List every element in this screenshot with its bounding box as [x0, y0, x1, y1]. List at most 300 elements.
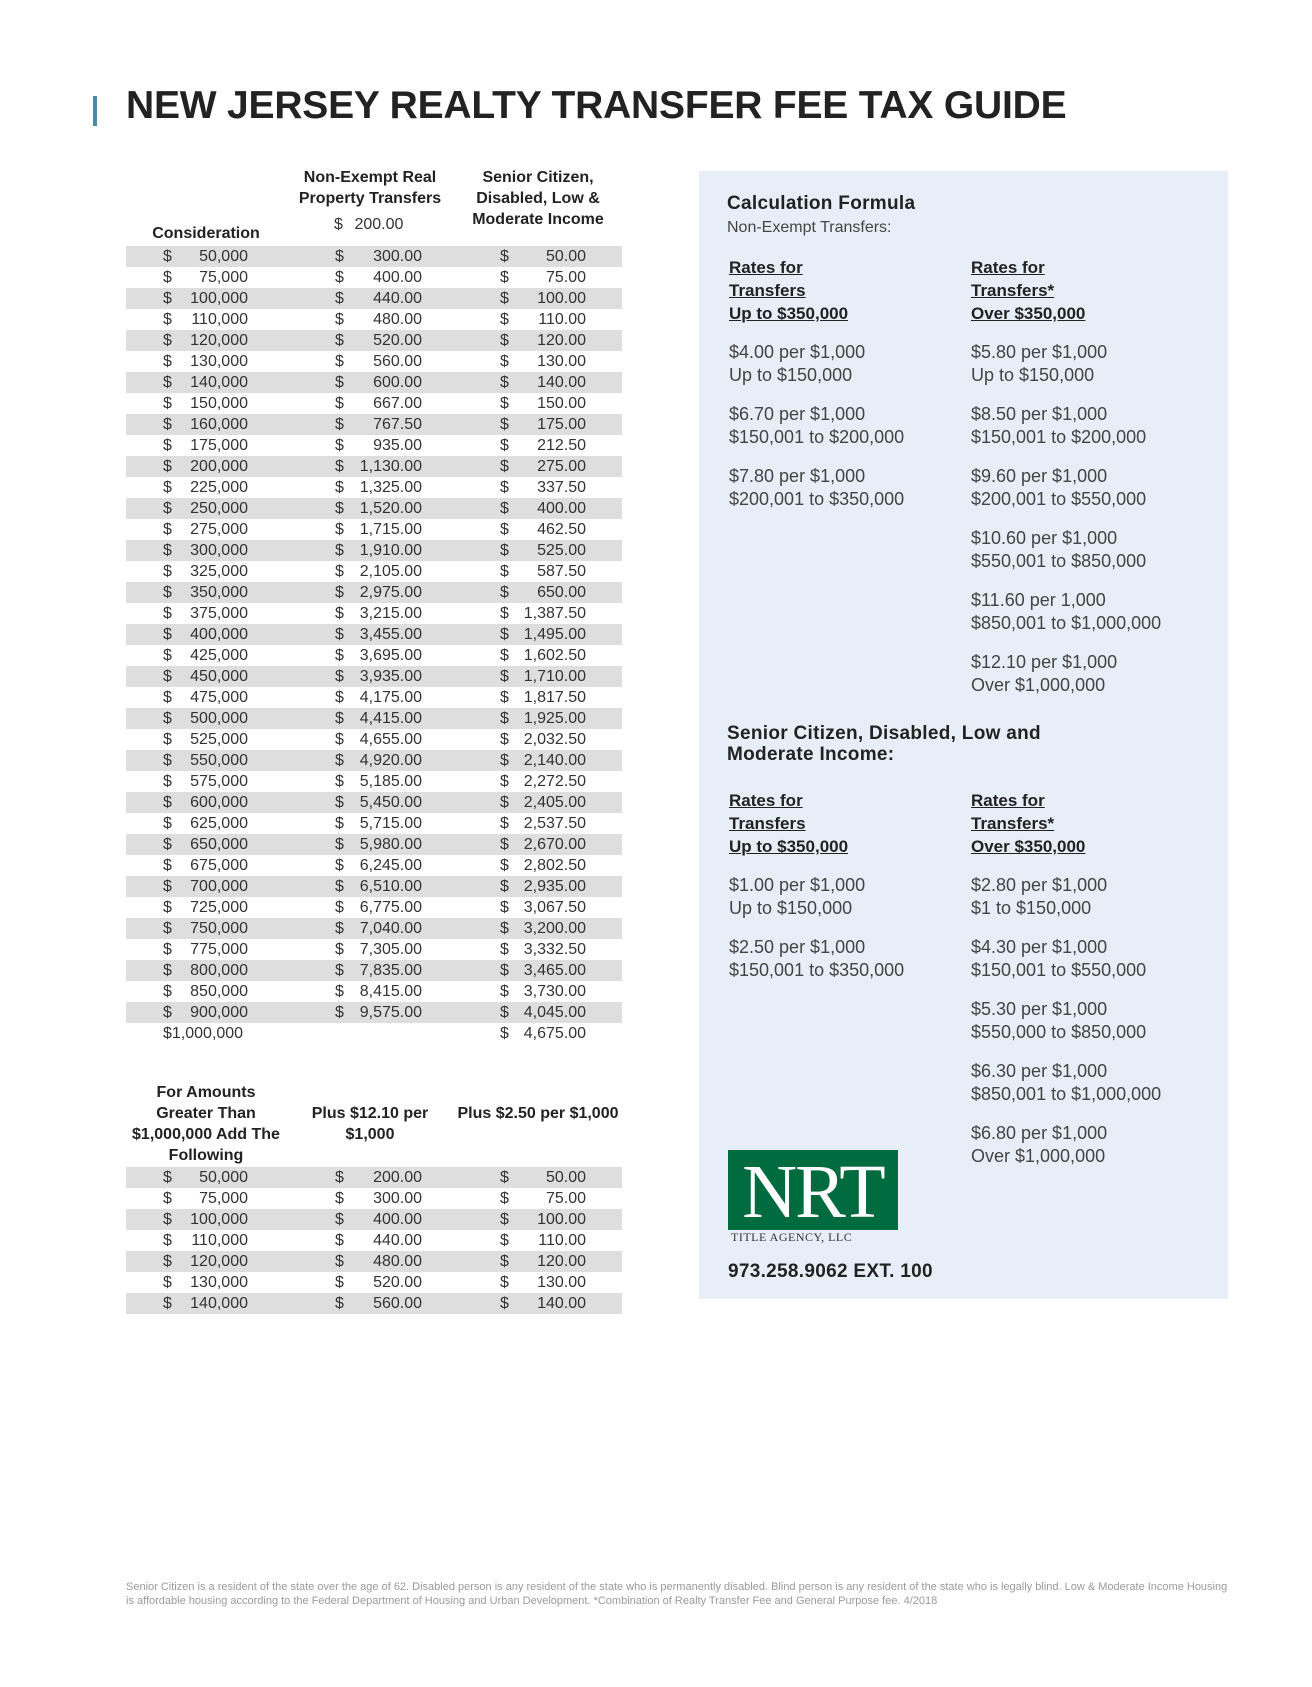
cell-consideration: 160,000 — [190, 416, 248, 433]
cell-consideration: 900,000 — [190, 1004, 248, 1021]
rate-range: $150,001 to $200,000 — [971, 427, 1147, 447]
table-row — [126, 1230, 622, 1251]
cell-consideration: 750,000 — [190, 920, 248, 937]
table-row — [126, 981, 622, 1002]
rate-range: $550,000 to $850,000 — [971, 1022, 1147, 1042]
cell-dollar: $ — [335, 437, 344, 454]
senior-title: Senior Citizen, Disabled, Low and Moderate Income: — [727, 723, 1041, 765]
cell-dollar: $ — [500, 752, 509, 769]
cell-dollar: $ — [335, 962, 344, 979]
cell-nonexempt: 1,520.00 — [359, 500, 422, 517]
cell-dollar: $ — [335, 500, 344, 517]
table-row — [126, 687, 622, 708]
cell-consideration: 50,000 — [199, 248, 248, 265]
cell-senior: 275.00 — [537, 458, 586, 475]
cell-dollar: $ — [163, 647, 172, 664]
rate-value: $6.80 per $1,000 — [971, 1123, 1108, 1143]
cell-senior: 100.00 — [537, 1211, 586, 1228]
cell-senior: 130.00 — [537, 353, 586, 370]
cell-dollar: $ — [163, 290, 172, 307]
cell-senior: 140.00 — [537, 1295, 586, 1312]
cell-consideration: 525,000 — [190, 731, 248, 748]
cell-senior: 110.00 — [538, 311, 586, 328]
table-row — [126, 540, 622, 561]
cell-nonexempt: 4,655.00 — [359, 731, 422, 748]
cell-dollar: $ — [163, 479, 172, 496]
cell-senior: 2,405.00 — [523, 794, 586, 811]
cell-consideration: 120,000 — [190, 1253, 248, 1270]
rate-range: Over $1,000,000 — [971, 675, 1106, 695]
cell-senior: 130.00 — [537, 1274, 586, 1291]
cell-dollar: $ — [500, 857, 509, 874]
table-row — [126, 708, 622, 729]
cell-nonexempt: 560.00 — [373, 353, 422, 370]
rate-entry — [729, 403, 904, 449]
cell-dollar: $ — [500, 437, 509, 454]
cell-senior: 462.50 — [537, 521, 586, 538]
cell-dollar: $ — [163, 668, 172, 685]
cell-dollar: $ — [500, 899, 509, 916]
rate-value: $5.30 per $1,000 — [971, 999, 1108, 1019]
cell-senior: 175.00 — [537, 416, 586, 433]
cell-dollar: $ — [335, 1253, 344, 1270]
rate-value: $8.50 per $1,000 — [971, 404, 1108, 424]
rate-entry — [971, 341, 1107, 387]
rate-range: $200,001 to $350,000 — [729, 489, 905, 509]
cell-dollar: $ — [335, 815, 344, 832]
rate-value: $5.80 per $1,000 — [971, 342, 1108, 362]
cell-dollar: $ — [335, 1232, 344, 1249]
panel-subtitle: Non-Exempt Transfers: — [727, 219, 892, 236]
cell-senior: 2,935.00 — [523, 878, 586, 895]
cell-dollar: $ — [163, 521, 172, 538]
table-row — [126, 288, 622, 309]
cell-nonexempt: 6,775.00 — [359, 899, 422, 916]
phone-number: 973.258.9062 EXT. 100 — [728, 1261, 933, 1282]
cell-dollar: $ — [500, 647, 509, 664]
cell-nonexempt: 3,215.00 — [359, 605, 422, 622]
cell-dollar: $ — [335, 290, 344, 307]
cell-dollar: $ — [500, 836, 509, 853]
cell-dollar: $ — [335, 479, 344, 496]
header-pre-value: $ 200.00 — [334, 216, 404, 233]
rate-range: Up to $150,000 — [971, 365, 1095, 385]
cell-dollar: $ — [500, 668, 509, 685]
cell-dollar: $ — [163, 1004, 172, 1021]
cell-consideration: 650,000 — [190, 836, 248, 853]
cell-senior: 100.00 — [537, 290, 586, 307]
cell-nonexempt: 6,510.00 — [359, 878, 422, 895]
rate-range: $550,001 to $850,000 — [971, 551, 1147, 571]
cell-dollar: $ — [163, 311, 172, 328]
cell-senior: 525.00 — [537, 542, 586, 559]
cell-dollar: $ — [335, 941, 344, 958]
table-row — [126, 834, 622, 855]
cell-dollar: $ — [163, 815, 172, 832]
rate-entry — [971, 874, 1107, 920]
cell-dollar: $ — [335, 584, 344, 601]
cell-senior: 120.00 — [537, 332, 586, 349]
rate-value: $6.30 per $1,000 — [971, 1061, 1108, 1081]
rate-value: $12.10 per $1,000 — [971, 652, 1118, 672]
cell-consideration: 150,000 — [190, 395, 248, 412]
cell-consideration: 175,000 — [190, 437, 248, 454]
cell-dollar: $ — [335, 668, 344, 685]
cell-nonexempt: 6,245.00 — [359, 857, 422, 874]
table-row — [126, 729, 622, 750]
calculation-panel — [699, 171, 1228, 1299]
cell-nonexempt: 5,185.00 — [359, 773, 422, 790]
cell-dollar: $ — [163, 1232, 172, 1249]
cell-consideration: 725,000 — [190, 899, 248, 916]
cell-nonexempt: 5,450.00 — [359, 794, 422, 811]
cell-nonexempt: 7,040.00 — [359, 920, 422, 937]
table-row — [126, 1209, 622, 1230]
cell-nonexempt: 935.00 — [373, 437, 422, 454]
cell-dollar: $ — [163, 857, 172, 874]
table-row — [126, 414, 622, 435]
cell-senior: 4,045.00 — [523, 1004, 586, 1021]
rate-range: Up to $150,000 — [729, 365, 853, 385]
table-row — [126, 498, 622, 519]
cell-dollar: $ — [500, 479, 509, 496]
cell-dollar: $ — [500, 878, 509, 895]
cell-dollar: $ — [163, 269, 172, 286]
cell-dollar: $ — [500, 710, 509, 727]
cell-nonexempt: 300.00 — [373, 248, 422, 265]
cell-dollar: $ — [335, 752, 344, 769]
cell-dollar: $ — [163, 731, 172, 748]
rate-entry — [971, 1060, 1161, 1106]
rate-value: $7.80 per $1,000 — [729, 466, 866, 486]
table-row — [126, 1293, 622, 1314]
cell-dollar: $ — [335, 983, 344, 1000]
cell-consideration: 550,000 — [190, 752, 248, 769]
col-up-header: Rates for Transfers Up to $350,000 — [729, 258, 849, 323]
table-row — [126, 897, 622, 918]
cell-dollar: $ — [163, 500, 172, 517]
cell-consideration: 250,000 — [190, 500, 248, 517]
cell-dollar: $ — [500, 332, 509, 349]
rate-value: $2.50 per $1,000 — [729, 937, 866, 957]
table-row — [126, 666, 622, 687]
cell-dollar: $ — [500, 311, 509, 328]
cell-dollar: $ — [335, 626, 344, 643]
cell-dollar: $ — [335, 416, 344, 433]
cell-senior: 1,710.00 — [523, 668, 586, 685]
fee-table-header — [126, 164, 622, 246]
cell-nonexempt: 2,975.00 — [359, 584, 422, 601]
cell-nonexempt: 3,695.00 — [359, 647, 422, 664]
cell-dollar: $ — [335, 1004, 344, 1021]
cell-dollar: $ — [335, 920, 344, 937]
cell-dollar: $ — [335, 458, 344, 475]
rate-value: $11.60 per 1,000 — [971, 590, 1106, 610]
cell-consideration: 350,000 — [190, 584, 248, 601]
cell-dollar: $ — [500, 1190, 509, 1207]
cell-dollar: $ — [500, 773, 509, 790]
rate-range: $150,001 to $200,000 — [729, 427, 905, 447]
cell-senior: 2,140.00 — [523, 752, 586, 769]
cell-senior: 1,925.00 — [523, 710, 586, 727]
cell-nonexempt: 520.00 — [373, 332, 422, 349]
cell-dollar: $ — [163, 1295, 172, 1312]
table-row — [126, 939, 622, 960]
cell-dollar: $ — [335, 1274, 344, 1291]
table-row — [126, 1002, 622, 1023]
cell-nonexempt: 480.00 — [373, 311, 422, 328]
cell-nonexempt: 520.00 — [373, 1274, 422, 1291]
cell-dollar: $ — [335, 248, 344, 265]
header-senior: Senior Citizen, Disabled, Low & Moderate Income — [472, 169, 604, 228]
cell-consideration: 600,000 — [190, 794, 248, 811]
rate-value: $9.60 per $1,000 — [971, 466, 1108, 486]
table-row — [126, 456, 622, 477]
cell-consideration: 120,000 — [190, 332, 248, 349]
cell-dollar: $ — [163, 983, 172, 1000]
rate-value: $6.70 per $1,000 — [729, 404, 866, 424]
cell-dollar: $ — [335, 542, 344, 559]
header-greater: For Amounts Greater Than $1,000,000 Add The Following — [132, 1084, 280, 1164]
cell-dollar: $ — [500, 542, 509, 559]
cell-dollar: $ — [500, 1295, 509, 1312]
cell-dollar: $ — [500, 1274, 509, 1291]
cell-dollar: $ — [500, 521, 509, 538]
cell-dollar: $ — [163, 1211, 172, 1228]
cell-dollar: $ — [500, 1169, 509, 1186]
cell-dollar: $ — [500, 269, 509, 286]
greater-table-rows — [126, 1167, 622, 1314]
cell-senior: 3,730.00 — [523, 983, 586, 1000]
table-row — [126, 561, 622, 582]
cell-dollar: $ — [163, 689, 172, 706]
cell-dollar: $ — [163, 1169, 172, 1186]
rate-entry — [729, 465, 904, 511]
cell-senior: 337.50 — [537, 479, 586, 496]
cell-nonexempt: 4,175.00 — [359, 689, 422, 706]
cell-consideration: 75,000 — [199, 269, 248, 286]
cell-dollar: $ — [500, 605, 509, 622]
rate-entry — [971, 465, 1146, 511]
cell-dollar: $ — [335, 1169, 344, 1186]
cell-senior: 50.00 — [545, 1169, 586, 1186]
cell-dollar: $ — [500, 374, 509, 391]
header-nonexempt: Non-Exempt Real Property Transfers — [298, 169, 442, 207]
cell-nonexempt: 440.00 — [373, 290, 422, 307]
cell-nonexempt: 440.00 — [373, 1232, 422, 1249]
cell-dollar: $ — [335, 605, 344, 622]
cell-dollar: $ — [335, 647, 344, 664]
senior-col-up-header: Rates for Transfers Up to $350,000 — [729, 791, 849, 856]
cell-nonexempt: 2,105.00 — [359, 563, 422, 580]
cell-dollar: $ — [163, 437, 172, 454]
cell-dollar: $ — [500, 1004, 509, 1021]
cell-dollar: $ — [163, 1190, 172, 1207]
rate-entry — [971, 589, 1161, 635]
cell-dollar: $ — [500, 1253, 509, 1270]
table-row — [126, 1167, 622, 1188]
cell-nonexempt: 4,415.00 — [359, 710, 422, 727]
cell-nonexempt: 1,130.00 — [359, 458, 422, 475]
cell-senior: 650.00 — [537, 584, 586, 601]
cell-dollar: $ — [335, 710, 344, 727]
cell-consideration: 300,000 — [190, 542, 248, 559]
table-row — [126, 645, 622, 666]
cell-dollar: $ — [500, 290, 509, 307]
rate-range: $150,001 to $550,000 — [971, 960, 1147, 980]
cell-dollar: $ — [500, 1025, 509, 1042]
cell-dollar: $ — [163, 794, 172, 811]
cell-senior: 140.00 — [537, 374, 586, 391]
cell-senior: 2,670.00 — [523, 836, 586, 853]
cell-nonexempt: 7,835.00 — [359, 962, 422, 979]
cell-consideration: 675,000 — [190, 857, 248, 874]
cell-consideration: 100,000 — [190, 290, 248, 307]
table-row-last — [126, 1023, 622, 1044]
cell-dollar: $ — [500, 353, 509, 370]
cell-nonexempt: 600.00 — [373, 374, 422, 391]
cell-dollar: $ — [163, 941, 172, 958]
cell-senior: 120.00 — [537, 1253, 586, 1270]
cell-consideration: $1,000,000 — [163, 1025, 244, 1042]
cell-dollar: $ — [500, 458, 509, 475]
cell-dollar: $ — [500, 395, 509, 412]
cell-dollar: $ — [163, 605, 172, 622]
cell-senior: 50.00 — [545, 248, 586, 265]
cell-nonexempt: 1,715.00 — [359, 521, 422, 538]
cell-dollar: $ — [500, 941, 509, 958]
table-row — [126, 771, 622, 792]
cell-dollar: $ — [500, 731, 509, 748]
cell-dollar: $ — [163, 962, 172, 979]
cell-nonexempt: 1,325.00 — [359, 479, 422, 496]
rate-value: $4.00 per $1,000 — [729, 342, 866, 362]
cell-senior: 2,537.50 — [523, 815, 586, 832]
cell-consideration: 275,000 — [190, 521, 248, 538]
cell-dollar: $ — [335, 563, 344, 580]
cell-dollar: $ — [163, 878, 172, 895]
table-row — [126, 1251, 622, 1272]
rate-value: $2.80 per $1,000 — [971, 875, 1108, 895]
cell-dollar: $ — [500, 500, 509, 517]
rate-range: $850,001 to $1,000,000 — [971, 1084, 1162, 1104]
table-row — [126, 813, 622, 834]
rate-entry — [729, 936, 904, 982]
cell-nonexempt: 560.00 — [373, 1295, 422, 1312]
rate-range: $850,001 to $1,000,000 — [971, 613, 1162, 633]
table-row — [126, 855, 622, 876]
cell-dollar: $ — [335, 332, 344, 349]
cell-dollar: $ — [500, 626, 509, 643]
cell-dollar: $ — [500, 1232, 509, 1249]
cell-dollar: $ — [335, 374, 344, 391]
cell-senior: 150.00 — [537, 395, 586, 412]
cell-dollar: $ — [335, 689, 344, 706]
cell-dollar: $ — [500, 983, 509, 1000]
rate-range: Over $1,000,000 — [971, 1146, 1106, 1166]
cell-dollar: $ — [163, 836, 172, 853]
cell-dollar: $ — [163, 899, 172, 916]
table-row — [126, 624, 622, 645]
cell-dollar: $ — [163, 584, 172, 601]
cell-dollar: $ — [163, 710, 172, 727]
cell-dollar: $ — [500, 689, 509, 706]
cell-dollar: $ — [335, 395, 344, 412]
cell-nonexempt: 400.00 — [373, 1211, 422, 1228]
cell-senior: 3,465.00 — [523, 962, 586, 979]
table-row — [126, 372, 622, 393]
table-row — [126, 267, 622, 288]
cell-nonexempt: 1,910.00 — [359, 542, 422, 559]
cell-nonexempt: 3,935.00 — [359, 668, 422, 685]
table-row — [126, 582, 622, 603]
cell-consideration: 100,000 — [190, 1211, 248, 1228]
panel-title: Calculation Formula — [727, 193, 916, 214]
table-row — [126, 351, 622, 372]
cell-dollar: $ — [163, 353, 172, 370]
logo-subtitle: TITLE AGENCY, LLC — [731, 1230, 853, 1244]
cell-senior: 1,387.50 — [523, 605, 586, 622]
table-row — [126, 1188, 622, 1209]
rate-entry — [971, 527, 1146, 573]
table-row — [126, 246, 622, 267]
rate-entry — [971, 403, 1146, 449]
table-row — [126, 435, 622, 456]
table-row — [126, 477, 622, 498]
cell-dollar: $ — [335, 1211, 344, 1228]
table-row — [126, 918, 622, 939]
cell-senior: 4,675.00 — [523, 1025, 586, 1042]
cell-consideration: 800,000 — [190, 962, 248, 979]
header-greater-senior: Plus $2.50 per $1,000 — [457, 1105, 619, 1122]
fee-table-rows — [126, 246, 622, 1023]
cell-dollar: $ — [500, 1211, 509, 1228]
rate-range: $200,001 to $550,000 — [971, 489, 1147, 509]
table-row — [126, 960, 622, 981]
cell-dollar: $ — [335, 836, 344, 853]
cell-consideration: 200,000 — [190, 458, 248, 475]
cell-senior: 2,802.50 — [523, 857, 586, 874]
cell-dollar: $ — [163, 1253, 172, 1270]
table-row — [126, 792, 622, 813]
cell-senior: 110.00 — [538, 1232, 586, 1249]
senior-col-over-header: Rates for Transfers* Over $350,000 — [971, 791, 1086, 856]
cell-nonexempt: 200.00 — [373, 1169, 422, 1186]
rate-range: $1 to $150,000 — [971, 898, 1092, 918]
cell-dollar: $ — [163, 458, 172, 475]
cell-dollar: $ — [335, 353, 344, 370]
cell-senior: 3,067.50 — [523, 899, 586, 916]
table-row — [126, 309, 622, 330]
cell-senior: 75.00 — [545, 269, 586, 286]
cell-consideration: 110,000 — [191, 1232, 248, 1249]
table-row — [126, 393, 622, 414]
cell-nonexempt: 5,980.00 — [359, 836, 422, 853]
cell-senior: 2,032.50 — [523, 731, 586, 748]
cell-consideration: 500,000 — [190, 710, 248, 727]
cell-dollar: $ — [163, 395, 172, 412]
cell-consideration: 700,000 — [190, 878, 248, 895]
cell-senior: 212.50 — [537, 437, 586, 454]
cell-dollar: $ — [500, 563, 509, 580]
cell-consideration: 325,000 — [190, 563, 248, 580]
header-consideration: Consideration — [152, 225, 260, 242]
nrt-logo — [728, 1150, 898, 1234]
cell-consideration: 400,000 — [190, 626, 248, 643]
cell-consideration: 850,000 — [190, 983, 248, 1000]
cell-nonexempt: 480.00 — [373, 1253, 422, 1270]
table-row — [126, 876, 622, 897]
